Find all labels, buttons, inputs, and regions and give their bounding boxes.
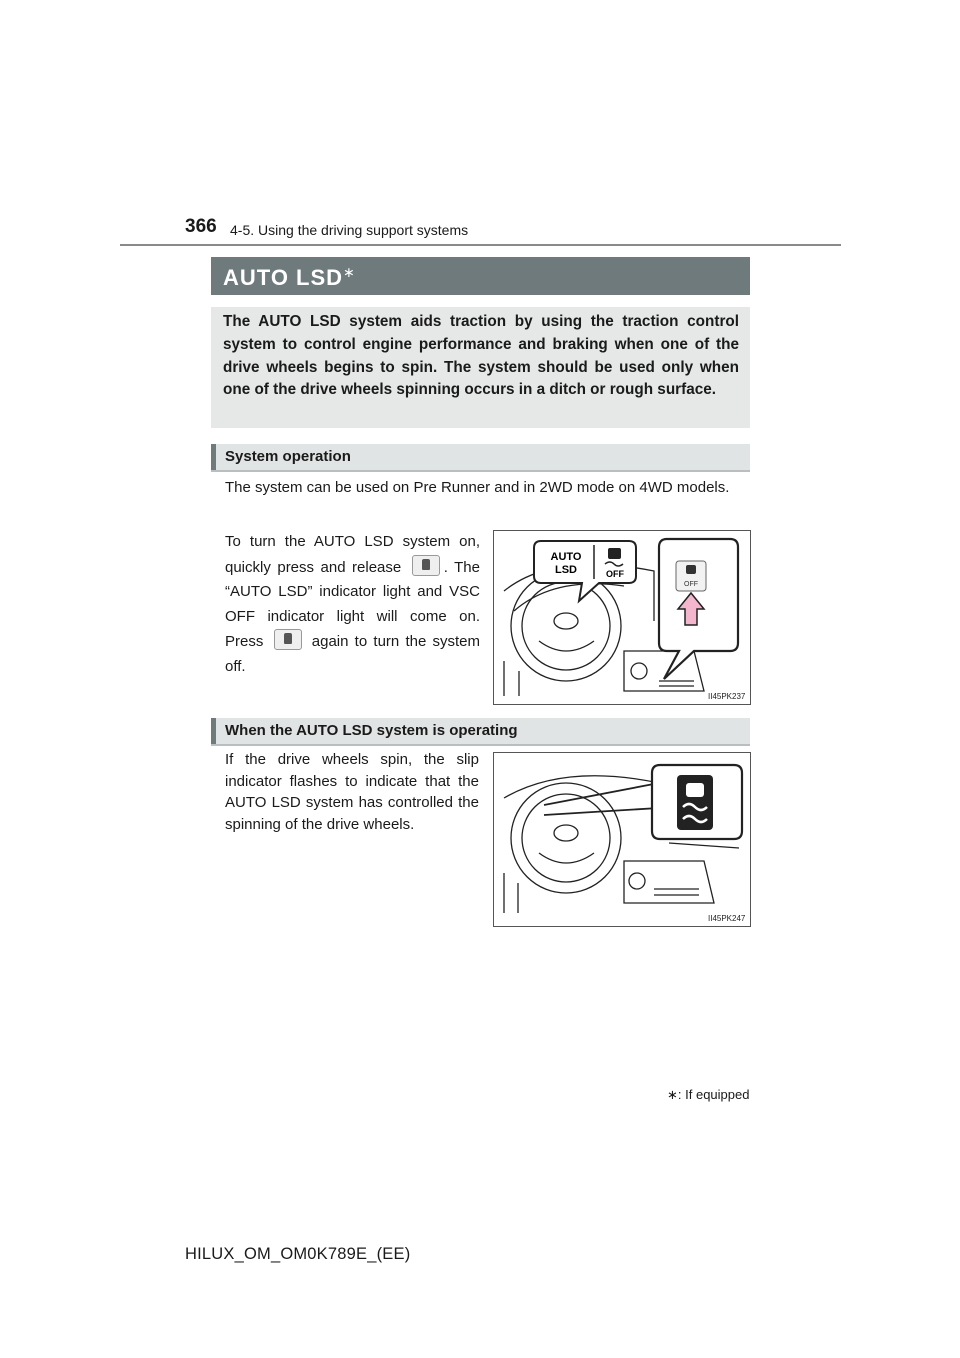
system-operation-text-1: The system can be used on Pre Runner and in 2WD mode on 4WD models. <box>225 479 730 496</box>
operation-instruction-a: To turn the AUTO LSD system on, quickly press and release <box>225 533 480 576</box>
footnote <box>667 1087 749 1103</box>
switch-car-icon <box>686 565 696 574</box>
slip-indicator-figure <box>493 752 751 927</box>
slip-indicator-icon <box>677 775 713 830</box>
dashboard-illustration <box>494 753 750 926</box>
lsd-indicator-label: LSD <box>555 564 577 576</box>
system-operation-text-2 <box>225 530 480 679</box>
dashboard-switch-figure <box>493 530 751 705</box>
system-operation-heading: System operation <box>211 444 750 470</box>
lsd-switch-icon <box>412 555 440 576</box>
operation-instruction-b: . The “AUTO LSD” indicator light and VSC OFF indicator light will come on. Press <box>225 558 480 650</box>
intro-summary: The AUTO LSD system aids traction by using the traction control system to control engine performance and braking when one of the drive wheels begins to spin. The system should be used only when one of the drive wheels spinning occurs in a ditch or rough surface. <box>211 307 750 428</box>
off-indicator-label: OFF <box>606 569 624 579</box>
document-id: HILUX_OM_OM0K789E_(EE) <box>185 1245 411 1263</box>
lsd-switch-icon <box>274 629 302 650</box>
page-number: 366 <box>185 216 217 237</box>
operating-heading: When the AUTO LSD system is operating <box>211 718 750 744</box>
page-title <box>211 257 750 295</box>
switch-off-label: OFF <box>684 581 698 588</box>
figure-code: II45PK237 <box>708 692 746 701</box>
figure-code: II45PK247 <box>708 914 746 923</box>
dashboard-illustration <box>494 531 750 704</box>
footnote-mark: ∗ <box>667 1087 678 1102</box>
header-divider <box>120 244 841 246</box>
auto-indicator-label: AUTO <box>550 551 582 563</box>
operating-text: If the drive wheels spin, the slip indicator flashes to indicate that the AUTO LSD system has controlled the spinning of the drive wheels. <box>225 751 479 834</box>
section-breadcrumb: 4-5. Using the driving support systems <box>230 222 469 238</box>
footnote-text: : If equipped <box>677 1087 750 1102</box>
title-text: AUTO LSD <box>223 265 344 290</box>
optional-equipment-mark: ∗ <box>343 264 356 280</box>
operation-instruction-c: again to turn the system off. <box>225 633 481 675</box>
